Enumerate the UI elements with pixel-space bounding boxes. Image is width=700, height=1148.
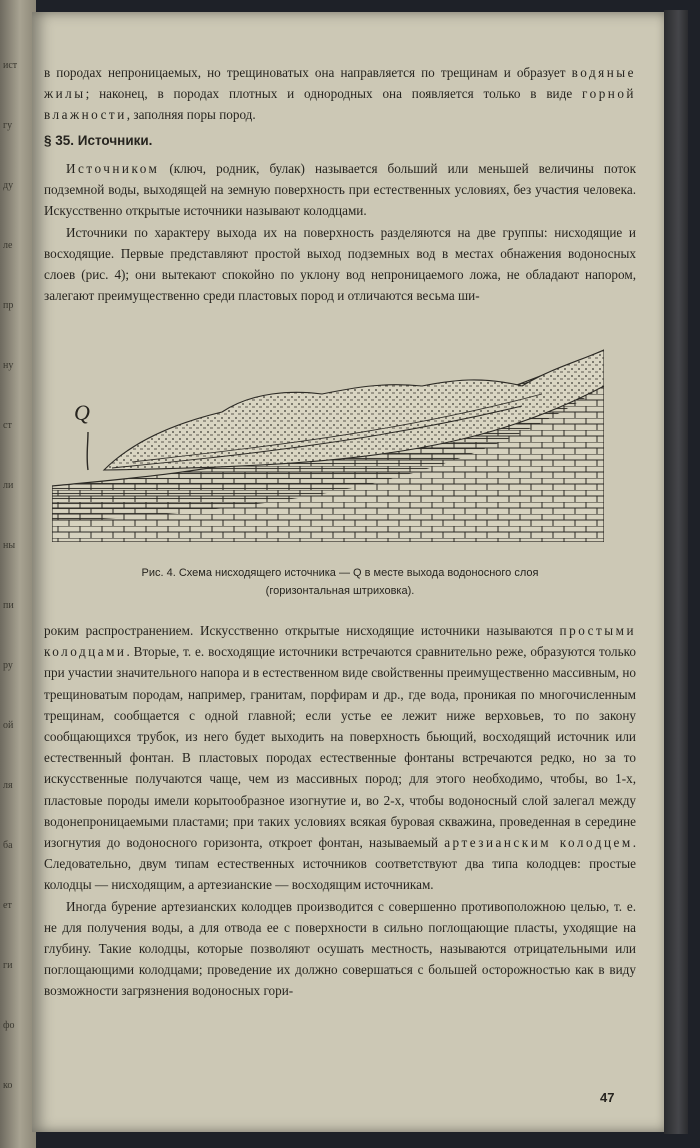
paragraph-1 — [44, 158, 636, 306]
left-page-edge — [0, 0, 36, 1148]
left-page-fragment: гу — [3, 120, 13, 131]
intro-spaced-term-2: горной влажности — [44, 86, 636, 123]
left-page-fragment: ру — [3, 660, 13, 671]
paragraph-3-text-a: роким распространением. Искусственно открытые нисходящие источники называются — [44, 623, 560, 638]
figure-caption-line-2: (горизонтальная штриховка). — [265, 585, 415, 597]
intro-paragraph — [44, 62, 636, 126]
left-page-fragment: ле — [3, 240, 13, 251]
left-page-fragment: ля — [3, 780, 13, 791]
spring-outflow-line — [87, 432, 88, 470]
paragraph-4: Иногда бурение артезианских колодцев производится с совершенно противоположною целью, т. е. не для получения воды, а для отвода ее с поверхности в сильно поглощающие пласты, уходящие на глубину. Такие колодцы, которые позволяют осушать местность, называются отрицательными или поглощающими колодцами; проведение их должно совершаться с большей осторожностью как в виду возможности загрязнения водоносных гори- — [44, 898, 636, 999]
section-heading: § 35. Источники. — [44, 133, 153, 148]
left-page-fragment: пр — [3, 300, 14, 311]
left-page-fragment: ны — [3, 540, 16, 551]
term-istochnik: Источником — [66, 161, 160, 176]
paragraph-3 — [44, 620, 636, 1002]
left-page-fragment: фо — [3, 1020, 15, 1031]
left-page-fragment: ли — [3, 480, 14, 491]
figure-spring-diagram — [52, 346, 604, 542]
intro-text-end: , заполняя поры пород. — [126, 107, 256, 123]
left-page-fragment: ба — [3, 840, 13, 851]
left-page-fragment: ет — [3, 900, 12, 911]
left-page-fragment: ду — [3, 180, 14, 191]
paragraph-3-text-b: . Вторые, т. е. восходящие источники встречаются сравнительно реже, образуются только при участии значительного напора и в естественном виде свойственны преимущественно массивным, но трещиноватым породам, например, гранитам, порфирам и др., где вода, проникая по многочисленным трещинам, сообщается с одной главной; если устье ее лежит ниже верховьев, то по закону сообщающихся трубок, из него будет выходить на поверхность бьющий, восходящий источник или естественный фонтан. В пластовых породах естественные фонтаны встречаются редко, но за то искусственные получаются чаще, чем из массивных пород; для этого необходимо, чтобы, во 1-х, пластовые породы имели корытообразное изогнутие и, во 2-х, чтобы водоносный слой залегал между водонепроницаемыми пластами; при таких условиях всякая буровая скважина, проведенная в середине изогнутия до водоносного горизонта, откроет фонтан, называемый — [44, 644, 636, 851]
figure-caption — [44, 564, 636, 600]
spring-label-q: Q — [74, 400, 90, 425]
intro-text-mid: ; наконец, в породах плотных и однородных она появляется только в виде — [85, 86, 573, 102]
left-page-fragment: ги — [3, 960, 13, 971]
intro-spaced-term: водяные жилы — [44, 65, 637, 102]
paragraph-2: Источники по характеру выхода их на поверхность разделяются на две группы: нисходящие и восходящие. Первые представляют простой выход подземных вод в местах обнажения водоносных слоев (рис. 4); они вытекают спокойно по уклону вод непроницаемого ложа, не обладают напором, залегают преимущественно среди пластовых пород и отличаются весьма ши- — [44, 224, 636, 304]
left-page-fragment: пи — [3, 600, 14, 611]
term-simple-wells: простыми колодцами — [44, 623, 636, 660]
intro-text: в породах непроницаемых, но трещиноватых она направляется по трещинам и образует — [44, 65, 566, 80]
term-artesian-well: артезианским колодцем — [444, 835, 633, 851]
left-page-fragment: ст — [3, 420, 12, 431]
page-number: 47 — [600, 1090, 615, 1105]
left-page-fragment: ну — [3, 360, 14, 371]
left-page-fragment: ист — [3, 60, 18, 71]
left-page-fragment: ко — [3, 1080, 13, 1091]
paragraph-3-text-c: . Следовательно, двум типам естественных источников соответствуют два типа колодцев: простые колодцы — нисходящим, а артезианские — восходящим источникам. — [44, 835, 636, 893]
figure-caption-line-1: Рис. 4. Схема нисходящего источника — Q в месте выхода водоносного слоя — [141, 567, 539, 579]
right-page-edge — [664, 10, 688, 1134]
paragraph-1-text: (ключ, родник, булак) называется больший или меньшей величины поток подземной воды, выходящей на земную поверхность при естественных условиях, без участия человека. Искусственно открытые источники называют колодцами. — [44, 161, 636, 219]
left-page-fragment: ой — [3, 720, 14, 731]
